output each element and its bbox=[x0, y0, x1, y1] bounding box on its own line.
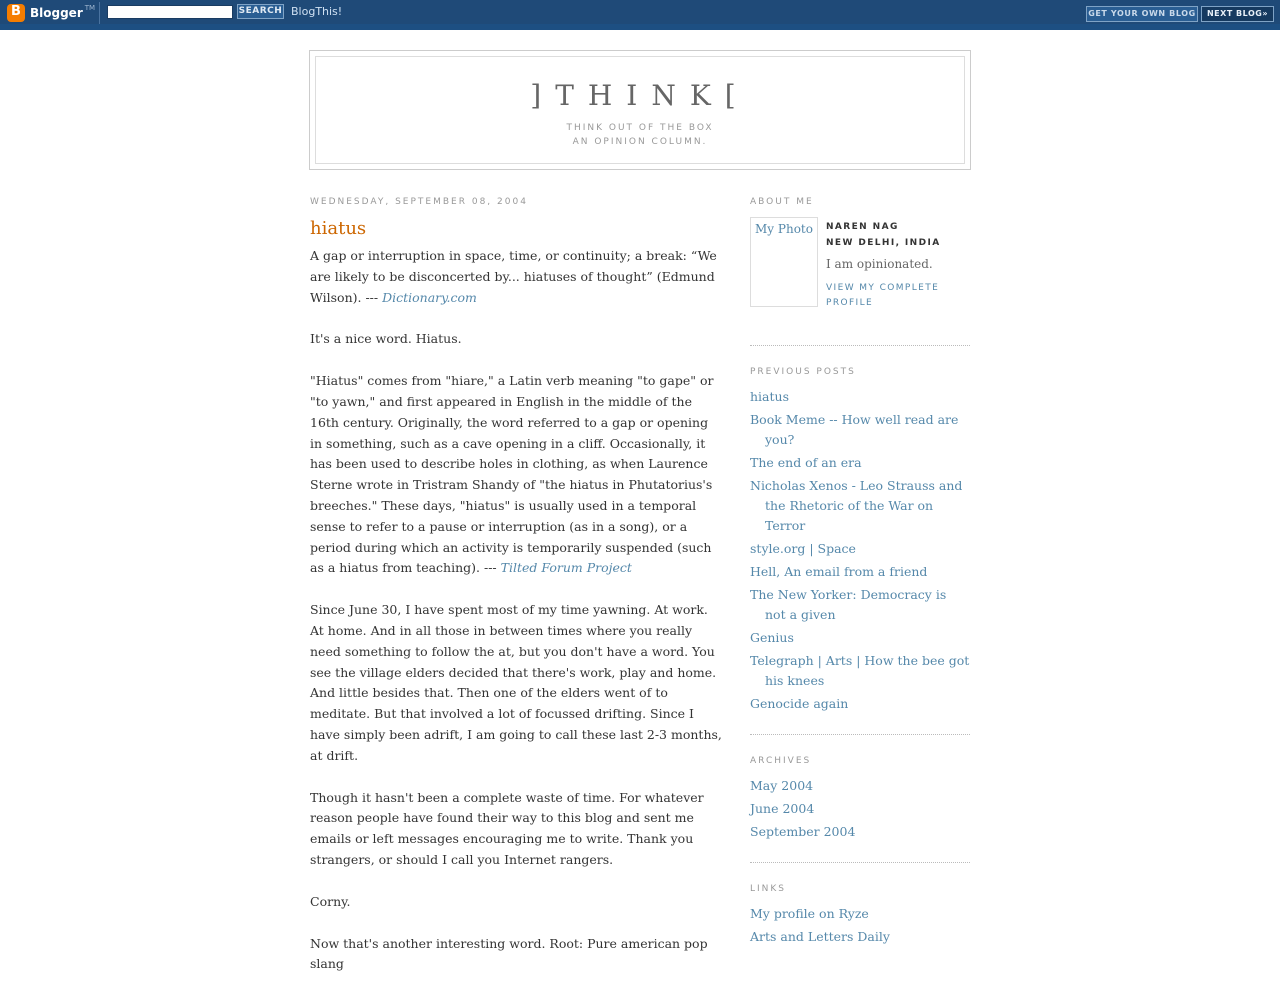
post-date: WEDNESDAY, SEPTEMBER 08, 2004 bbox=[310, 197, 528, 207]
previous-post-link[interactable]: Hell, An email from a friend bbox=[750, 564, 928, 579]
previous-post-link[interactable]: Genius bbox=[750, 630, 794, 645]
profile-name-text: NAREN NAG bbox=[826, 222, 899, 232]
previous-post-link[interactable]: The end of an era bbox=[750, 455, 862, 470]
blog-header-inner bbox=[315, 56, 965, 164]
post-body bbox=[310, 246, 722, 975]
search-button[interactable]: SEARCH bbox=[237, 4, 284, 19]
blogger-logo[interactable] bbox=[7, 4, 95, 22]
get-your-own-blog-button[interactable]: GET YOUR OWN BLOG bbox=[1086, 6, 1198, 22]
profile-box bbox=[750, 217, 970, 317]
profile-location: NEW DELHI, INDIA bbox=[826, 238, 941, 248]
blogger-navbar bbox=[0, 0, 1280, 30]
profile-name bbox=[826, 219, 941, 251]
sidebar-divider bbox=[750, 345, 970, 346]
post-title: hiatus bbox=[310, 218, 367, 239]
archives-list bbox=[750, 776, 970, 842]
previous-post-link[interactable]: The New Yorker: Democracy is not a given bbox=[750, 587, 947, 622]
blog-title[interactable]: ]THINK[ bbox=[530, 79, 750, 112]
sidebar-link[interactable]: My profile on Ryze bbox=[750, 906, 869, 921]
previous-post-link[interactable]: style.org | Space bbox=[750, 541, 856, 556]
blog-description bbox=[316, 121, 964, 149]
post-text: A gap or interruption in space, time, or continuity; a break: “We are likely to be disconcerted by... hiatuses of thought” (Edmund Wilson). --- bbox=[310, 248, 717, 305]
logo-letter: B bbox=[11, 4, 21, 19]
sidebar bbox=[750, 195, 970, 950]
main-column bbox=[310, 195, 722, 996]
sidebar-divider bbox=[750, 862, 970, 863]
about-me-heading: ABOUT ME bbox=[750, 197, 814, 207]
blogthis-link[interactable]: BlogThis! bbox=[291, 5, 343, 18]
profile-about-text: I am opinionated. bbox=[826, 257, 933, 271]
post-paragraph bbox=[310, 371, 722, 579]
navbar-divider bbox=[99, 2, 100, 24]
links-heading: LINKS bbox=[750, 884, 787, 894]
post-text: "Hiatus" comes from "hiare," a Latin verb meaning "to gape" or "to yawn," and first appeared in English in the middle of the 16th century. Originally, the word referred to a gap or opening in something, such as a cave opening in a cliff. Occasionally, it has been used to describe holes in clothing, as when Laurence Sterne wrote in Tristram Shandy of "the hiatus in Phutatorius's breeches." These days, "hiatus" is usually used in a temporal sense to refer to a pause or interruption (as in a song), or a period during which an activity is temporarily suspended (such as a hiatus from teaching). --- bbox=[310, 373, 714, 576]
previous-post-link[interactable]: Telegraph | Arts | How the bee got his knees bbox=[750, 653, 970, 688]
dictionary-link[interactable]: Dictionary.com bbox=[382, 289, 477, 305]
next-blog-button[interactable]: NEXT BLOG» bbox=[1201, 6, 1274, 22]
post-paragraph: Though it hasn't been a complete waste of time. For whatever reason people have found their way to this blog and sent me emails or left messages encouraging me to write. Thank you strangers, or should I call you Internet rangers. bbox=[310, 789, 704, 867]
previous-post-link[interactable]: hiatus bbox=[750, 389, 789, 404]
profile-photo-alt: My Photo bbox=[755, 222, 813, 236]
archives-heading: ARCHIVES bbox=[750, 756, 812, 766]
sidebar-divider bbox=[750, 734, 970, 735]
previous-post-link[interactable]: Book Meme -- How well read are you? bbox=[750, 412, 959, 447]
archive-link[interactable]: June 2004 bbox=[750, 801, 815, 816]
view-profile-link[interactable]: VIEW MY COMPLETE PROFILE bbox=[826, 283, 940, 308]
search-input[interactable] bbox=[107, 5, 233, 19]
blogger-logo-icon bbox=[7, 4, 25, 22]
previous-post-link[interactable]: Genocide again bbox=[750, 696, 849, 711]
profile-photo[interactable] bbox=[750, 217, 818, 307]
post-paragraph: Now that's another interesting word. Root: Pure american pop slang bbox=[310, 935, 708, 972]
post-paragraph: Corny. bbox=[310, 893, 351, 909]
logo-trademark: TM bbox=[84, 4, 96, 12]
archive-link[interactable]: May 2004 bbox=[750, 778, 814, 793]
previous-posts-list bbox=[750, 387, 970, 714]
post-paragraph bbox=[310, 246, 722, 308]
sidebar-link[interactable]: Arts and Letters Daily bbox=[750, 929, 890, 944]
blog-description-line1: THINK OUT OF THE BOX bbox=[566, 123, 714, 133]
previous-post-link[interactable]: Nicholas Xenos - Leo Strauss and the Rhetoric of the War on Terror bbox=[750, 478, 963, 533]
previous-posts-heading: PREVIOUS POSTS bbox=[750, 367, 856, 377]
post-paragraph: Since June 30, I have spent most of my time yawning. At work. At home. And in all those in between times where you really need something to follow the at, but you don't have a word. You see the village elders decided that there's work, play and home. And little besides that. Then one of the elders went of to meditate. But that involved a lot of focussed drifting. Since I have simply been adrift, I am going to call these last 2-3 months, at drift. bbox=[310, 602, 722, 763]
tilted-forum-link[interactable]: Tilted Forum Project bbox=[500, 560, 632, 576]
post-paragraph: It's a nice word. Hiatus. bbox=[310, 331, 462, 347]
blog-header bbox=[309, 50, 971, 170]
links-list bbox=[750, 904, 970, 947]
blog-description-line2: AN OPINION COLUMN. bbox=[572, 137, 708, 147]
logo-text: Blogger bbox=[30, 6, 83, 20]
archive-link[interactable]: September 2004 bbox=[750, 824, 856, 839]
